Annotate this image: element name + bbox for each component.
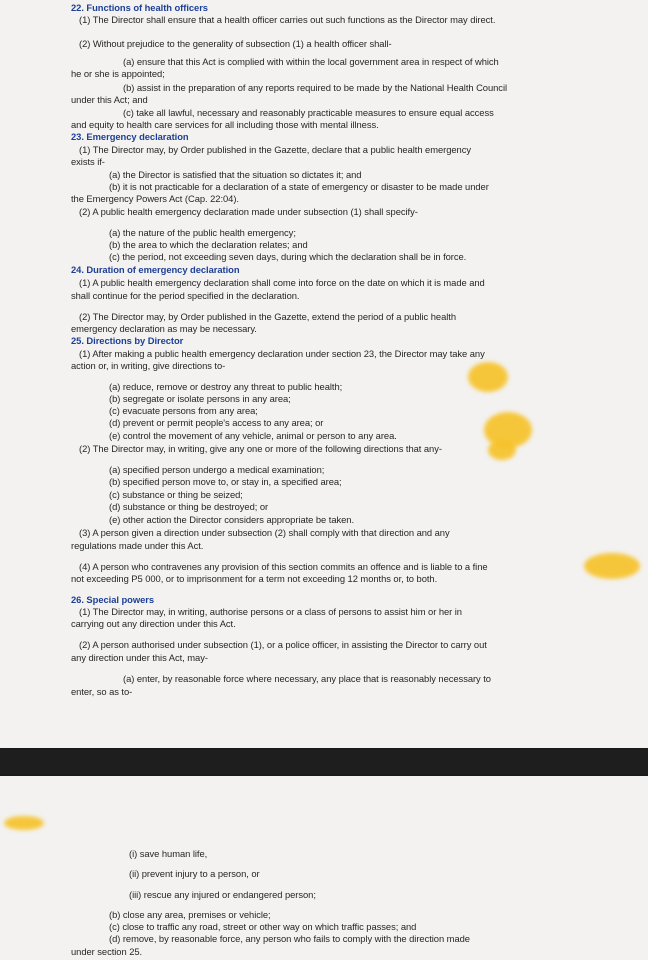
- text-line: (a) the Director is satisfied that the situation so dictates it; and: [109, 169, 362, 180]
- text-line: (c) evacuate persons from any area;: [109, 405, 258, 416]
- text-line: (d) remove, by reasonable force, any person who fails to comply with the direction made: [109, 933, 470, 944]
- text-line: (b) it is not practicable for a declaration of a state of emergency or disaster to be made under: [109, 181, 489, 192]
- text-line: (b) segregate or isolate persons in any area;: [109, 393, 291, 404]
- section-heading: 22. Functions of health officers: [71, 2, 208, 13]
- text-line: (a) enter, by reasonable force where necessary, any place that is reasonably necessary to: [123, 673, 491, 684]
- text-line: (e) control the movement of any vehicle, animal or person to any area.: [109, 430, 397, 441]
- text-line: under this Act; and: [71, 94, 148, 105]
- highlight-mark: [488, 440, 516, 460]
- text-line: (b) the area to which the declaration relates; and: [109, 239, 308, 250]
- text-line: (a) ensure that this Act is complied with within the local government area in respect of which: [123, 56, 499, 67]
- document-page-2: [0, 776, 648, 960]
- text-line: (1) A public health emergency declaration shall come into force on the date on which it is made and: [79, 277, 485, 288]
- text-line: (3) A person given a direction under subsection (2) shall comply with that direction and any: [79, 527, 450, 538]
- text-line: (c) close to traffic any road, street or other way on which traffic passes; and: [109, 921, 417, 932]
- highlight-mark: [468, 362, 508, 392]
- text-line: not exceeding P5 000, or to imprisonment for a term not exceeding 12 months or, to both.: [71, 573, 438, 584]
- text-line: (b) close any area, premises or vehicle;: [109, 909, 271, 920]
- text-line: emergency declaration as may be necessary.: [71, 323, 257, 334]
- text-line: regulations made under this Act.: [71, 540, 204, 551]
- text-line: (iii) rescue any injured or endangered person;: [129, 889, 316, 900]
- text-line: (2) A person authorised under subsection (1), or a police officer, in assisting the Director to carry out: [79, 639, 487, 650]
- text-line: under section 25.: [71, 946, 143, 957]
- text-line: (1) The Director shall ensure that a health officer carries out such functions as the Director may direct.: [79, 14, 496, 25]
- text-line: shall continue for the period specified in the declaration.: [71, 290, 300, 301]
- text-line: (ii) prevent injury to a person, or: [129, 868, 260, 879]
- text-line: exists if-: [71, 156, 105, 167]
- section-heading: 23. Emergency declaration: [71, 131, 189, 142]
- text-line: (2) Without prejudice to the generality of subsection (1) a health officer shall-: [79, 38, 392, 49]
- text-line: (e) other action the Director considers appropriate be taken.: [109, 514, 354, 525]
- highlight-mark: [4, 816, 44, 830]
- text-line: (a) reduce, remove or destroy any threat to public health;: [109, 381, 343, 392]
- text-line: (2) A public health emergency declaration made under subsection (1) shall specify-: [79, 206, 418, 217]
- text-line: (1) The Director may, by Order published in the Gazette, declare that a public health emergency: [79, 144, 471, 155]
- text-line: (a) specified person undergo a medical examination;: [109, 464, 325, 475]
- text-line: he or she is appointed;: [71, 68, 165, 79]
- text-line: any direction under this Act, may-: [71, 652, 208, 663]
- text-line: (1) After making a public health emergency declaration under section 23, the Director may take any: [79, 348, 485, 359]
- text-line: the Emergency Powers Act (Cap. 22:04).: [71, 193, 239, 204]
- text-line: (c) the period, not exceeding seven days, during which the declaration shall be in force.: [109, 251, 467, 262]
- text-line: (d) substance or thing be destroyed; or: [109, 501, 269, 512]
- text-line: (1) The Director may, in writing, authorise persons or a class of persons to assist him or her in: [79, 606, 462, 617]
- text-line: (b) specified person move to, or stay in, a specified area;: [109, 476, 342, 487]
- text-line: enter, so as to-: [71, 686, 133, 697]
- text-line: (d) prevent or permit people's access to any area; or: [109, 417, 324, 428]
- text-line: (4) A person who contravenes any provision of this section commits an offence and is liable to a fine: [79, 561, 488, 572]
- text-line: (a) the nature of the public health emergency;: [109, 227, 296, 238]
- section-heading: 26. Special powers: [71, 594, 154, 605]
- text-line: action or, in writing, give directions to-: [71, 360, 226, 371]
- text-line: (c) take all lawful, necessary and reasonably practicable measures to ensure equal access: [123, 107, 494, 118]
- text-line: (2) The Director may, in writing, give any one or more of the following directions that any-: [79, 443, 442, 454]
- section-heading: 24. Duration of emergency declaration: [71, 264, 240, 275]
- text-line: (2) The Director may, by Order published in the Gazette, extend the period of a public health: [79, 311, 456, 322]
- section-heading: 25. Directions by Director: [71, 335, 184, 346]
- highlight-mark: [584, 553, 640, 579]
- text-line: (i) save human life,: [129, 848, 208, 859]
- text-line: (b) assist in the preparation of any reports required to be made by the National Health Council: [123, 82, 508, 93]
- text-line: carrying out any direction under this Act.: [71, 618, 236, 629]
- text-line: (c) substance or thing be seized;: [109, 489, 243, 500]
- text-line: and equity to health care services for all including those with mental illness.: [71, 119, 379, 130]
